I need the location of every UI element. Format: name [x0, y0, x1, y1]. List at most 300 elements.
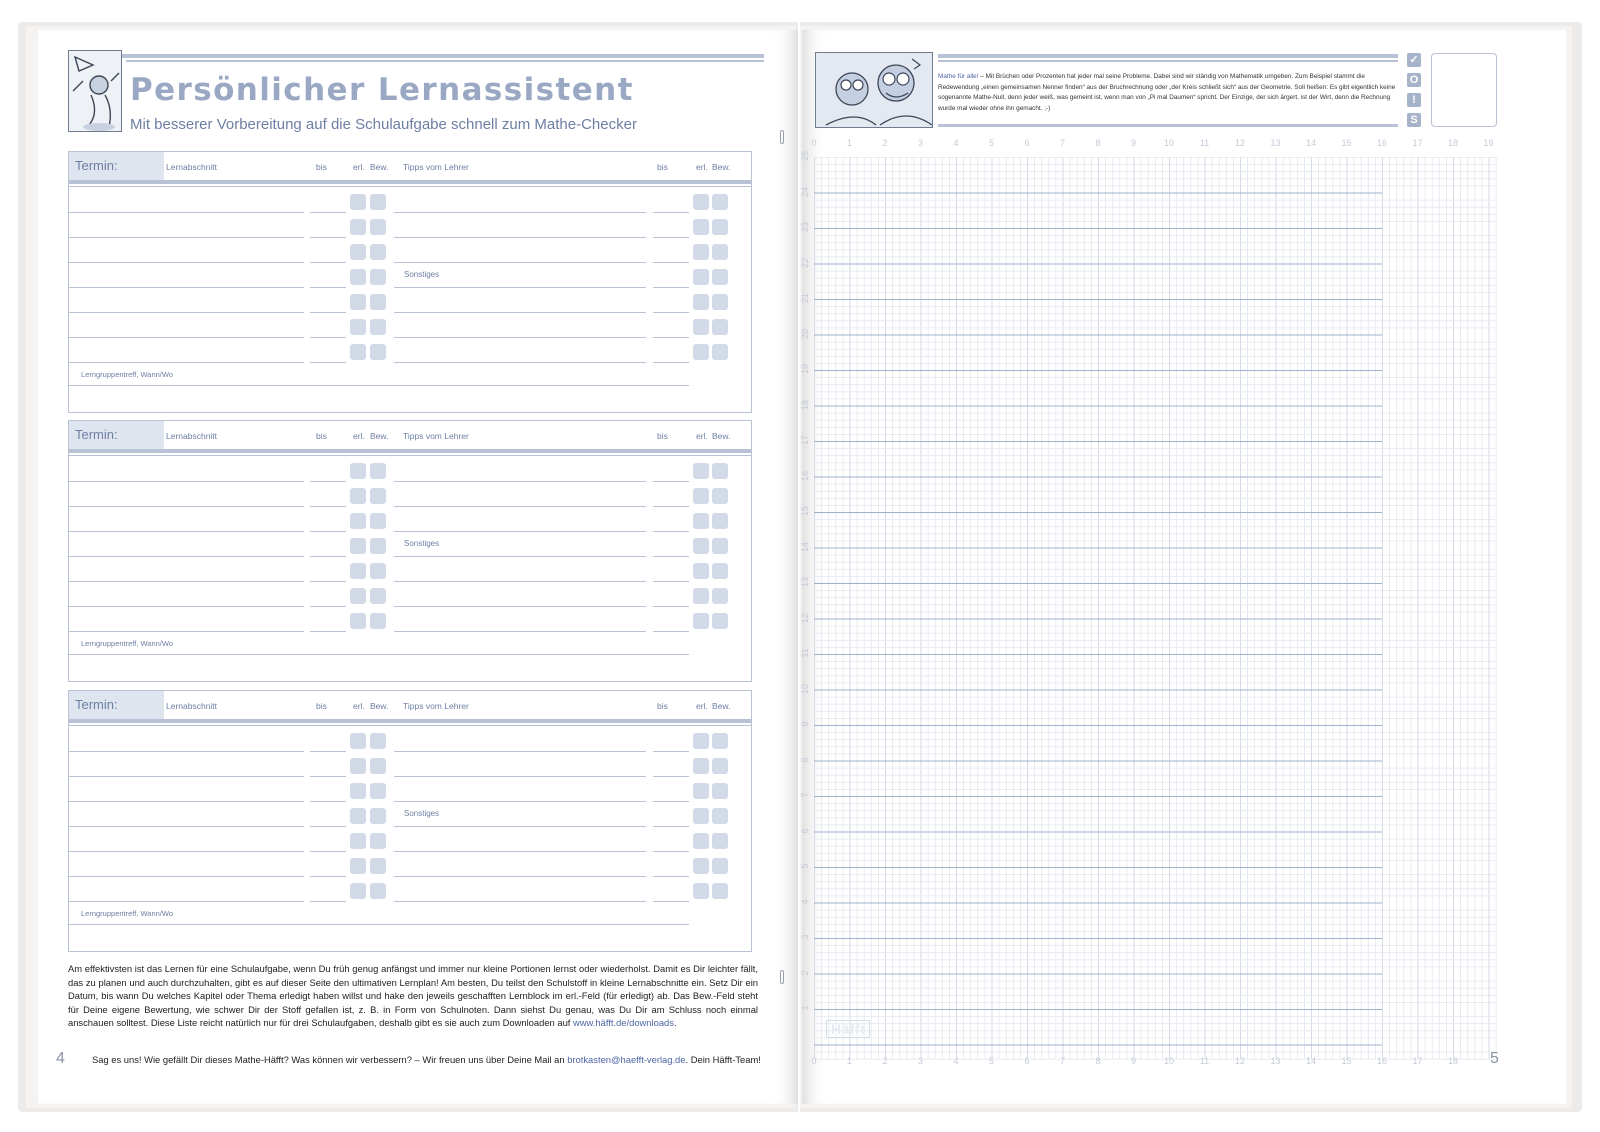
y-axis-tick-label: 2 [800, 970, 810, 976]
lernabschnitt-line[interactable] [69, 237, 304, 238]
y-axis-tick-label: 6 [800, 828, 810, 834]
header-rule [84, 54, 764, 58]
erl-checkbox[interactable] [693, 294, 709, 310]
x-axis-bottom-tick-label: 4 [953, 1056, 959, 1066]
x-axis-top-tick-label: 15 [1341, 138, 1352, 148]
header-divider-thin [69, 186, 751, 187]
y-axis-tick-label: 22 [800, 257, 810, 268]
x-axis-bottom-tick-label: 2 [882, 1056, 888, 1066]
erl-checkbox[interactable] [350, 808, 366, 824]
y-axis-tick-label: 23 [800, 222, 810, 233]
math-tip-body: – Mit Brüchen oder Prozenten hat jeder mal seine Probleme. Dabei sind wir ständig von Mathematik umgeben. Zum Beispiel stammt die Redewendung „einen gemeinsamen Nenner finden“ aus der Bruchrechnung oder „der Kreis schließt sich“ aus der Geometrie. Soll heißen: Es gibt eigentlich keine sogenannte Mathe-Null, denn jeder weiß, was gemeint ist, wenn man von „Pi mal Daumen“ spricht. Der Einzige, der sich ärgert, ist der Wirt, denn die Rechnung wurde mal wieder ohne ihn gemacht. ;-) [938, 73, 1396, 112]
bis-line[interactable] [653, 876, 689, 877]
erl-checkbox[interactable] [350, 613, 366, 629]
column-header-erl: erl. [353, 162, 365, 172]
lernabschnitt-line[interactable] [69, 506, 304, 507]
tipps-line[interactable] [394, 362, 646, 363]
x-axis-bottom-tick-label: 16 [1376, 1056, 1387, 1066]
termin-label[interactable]: Termin: [69, 152, 164, 180]
bew-field[interactable] [370, 194, 386, 210]
erl-checkbox[interactable] [693, 538, 709, 554]
y-axis-tick-label: 9 [800, 721, 810, 727]
bis-line[interactable] [310, 556, 346, 557]
bew-field[interactable] [370, 319, 386, 335]
x-axis-top-tick-label: 6 [1024, 138, 1030, 148]
tipps-line[interactable] [394, 776, 646, 777]
erl-checkbox[interactable] [350, 488, 366, 504]
x-axis-bottom-tick-label: 10 [1163, 1056, 1174, 1066]
bis-line[interactable] [310, 581, 346, 582]
erl-checkbox[interactable] [693, 883, 709, 899]
erl-checkbox[interactable] [693, 733, 709, 749]
tipps-line[interactable] [394, 801, 646, 802]
column-header-lernabschnitt: Lernabschnitt [166, 431, 218, 441]
tipps-line[interactable] [394, 481, 646, 482]
bew-field[interactable] [712, 244, 728, 260]
erl-checkbox[interactable] [693, 463, 709, 479]
y-axis-tick-label: 15 [800, 506, 810, 517]
header-divider [69, 719, 751, 723]
bew-field[interactable] [370, 294, 386, 310]
circle-icon: O [1407, 73, 1421, 87]
column-header-erl: erl. [696, 431, 708, 441]
bis-line[interactable] [310, 606, 346, 607]
comic-illustration [815, 52, 933, 128]
lernabschnitt-line[interactable] [69, 262, 304, 263]
erl-checkbox[interactable] [350, 588, 366, 604]
bew-field[interactable] [712, 858, 728, 874]
y-axis-tick-label: 21 [800, 293, 810, 304]
planner-block [68, 690, 752, 952]
tip-header-rule-thin [938, 60, 1398, 62]
x-axis-top-tick-label: 5 [988, 138, 994, 148]
x-axis-bottom-tick-label: 13 [1270, 1056, 1281, 1066]
x-axis-top-tick-label: 16 [1376, 138, 1387, 148]
x-axis-top-tick-label: 18 [1447, 138, 1458, 148]
column-header-bew: Bew. [370, 701, 389, 711]
column-header-bew: Bew. [370, 431, 389, 441]
x-axis-bottom-tick-label: 12 [1234, 1056, 1245, 1066]
bis-line[interactable] [310, 212, 346, 213]
lerngruppentreff-label: Lerngruppentreff, Wann/Wo [81, 909, 173, 918]
erl-checkbox[interactable] [350, 858, 366, 874]
lerngruppentreff-label: Lerngruppentreff, Wann/Wo [81, 370, 173, 379]
bew-field[interactable] [712, 758, 728, 774]
sonstiges-label: Sonstiges [404, 270, 440, 279]
column-header-erl: erl. [696, 162, 708, 172]
y-axis-tick-label: 13 [800, 577, 810, 588]
tipps-line[interactable] [394, 901, 646, 902]
tipps-line[interactable] [394, 262, 646, 263]
bis-line[interactable] [653, 287, 689, 288]
x-axis-top-tick-label: 1 [846, 138, 852, 148]
column-header-tipps: Tipps vom Lehrer [403, 162, 469, 172]
brand-logo: Häfft [826, 1020, 870, 1038]
y-axis-tick-label: 17 [800, 435, 810, 446]
bis-line[interactable] [653, 801, 689, 802]
bew-field[interactable] [712, 833, 728, 849]
header-divider [69, 449, 751, 453]
bis-line[interactable] [653, 826, 689, 827]
erl-checkbox[interactable] [693, 563, 709, 579]
x-axis-top-tick-label: 10 [1163, 138, 1174, 148]
y-axis-tick-label: 12 [800, 612, 810, 623]
binding-ring [780, 970, 784, 984]
lernabschnitt-line[interactable] [69, 287, 304, 288]
bis-line[interactable] [310, 801, 346, 802]
column-header-bew: Bew. [712, 431, 731, 441]
bew-field[interactable] [370, 488, 386, 504]
column-header-bew: Bew. [712, 701, 731, 711]
column-header-bis: bis [316, 162, 327, 172]
tipps-line[interactable] [394, 751, 646, 752]
bew-field[interactable] [712, 513, 728, 529]
bew-field[interactable] [712, 808, 728, 824]
tipps-line[interactable] [394, 631, 646, 632]
erl-checkbox[interactable] [350, 194, 366, 210]
bew-field[interactable] [712, 269, 728, 285]
download-link[interactable]: www.häfft.de/downloads [573, 1017, 674, 1029]
x-axis-top-tick-label: 11 [1199, 138, 1210, 148]
page-title: Persönlicher Lernassistent [130, 72, 634, 108]
bew-field[interactable] [370, 244, 386, 260]
bew-field[interactable] [712, 319, 728, 335]
bew-field[interactable] [712, 588, 728, 604]
tipps-line[interactable] [394, 851, 646, 852]
lernabschnitt-line[interactable] [69, 751, 304, 752]
column-header-bis: bis [657, 431, 668, 441]
erl-checkbox[interactable] [693, 588, 709, 604]
header-divider-thin [69, 455, 751, 456]
y-axis-tick-label: 19 [800, 364, 810, 375]
bew-field[interactable] [712, 883, 728, 899]
bew-field[interactable] [370, 858, 386, 874]
tipps-line[interactable] [394, 337, 646, 338]
bis-line[interactable] [310, 751, 346, 752]
bis-line[interactable] [653, 851, 689, 852]
x-axis-top-tick-label: 2 [882, 138, 888, 148]
bis-line[interactable] [310, 506, 346, 507]
tipps-line[interactable] [394, 606, 646, 607]
lernabschnitt-line[interactable] [69, 337, 304, 338]
erl-checkbox[interactable] [350, 833, 366, 849]
bew-field[interactable] [712, 488, 728, 504]
math-tip [938, 72, 1396, 114]
erl-checkbox[interactable] [350, 463, 366, 479]
tip-footer-rule [938, 124, 1398, 127]
erl-checkbox[interactable] [350, 538, 366, 554]
tipps-line[interactable] [394, 556, 646, 557]
header-rule-thin [126, 60, 764, 62]
grid-lines [814, 157, 1498, 1061]
column-header-erl: erl. [353, 431, 365, 441]
y-axis-tick-label: 4 [800, 899, 810, 905]
exclamation-icon: ! [1407, 93, 1421, 107]
column-header-bew: Bew. [712, 162, 731, 172]
erl-checkbox[interactable] [693, 488, 709, 504]
bew-field[interactable] [370, 538, 386, 554]
column-header-bis: bis [316, 431, 327, 441]
x-axis-bottom-tick-label: 8 [1095, 1056, 1101, 1066]
tipps-line[interactable] [394, 581, 646, 582]
tipps-line[interactable] [394, 212, 646, 213]
erl-checkbox[interactable] [693, 219, 709, 235]
erl-checkbox[interactable] [693, 319, 709, 335]
column-header-bis: bis [316, 701, 327, 711]
tipps-line[interactable] [394, 287, 646, 288]
erl-checkbox[interactable] [350, 244, 366, 260]
lernabschnitt-line[interactable] [69, 362, 304, 363]
bew-field[interactable] [370, 269, 386, 285]
bew-field[interactable] [370, 219, 386, 235]
lernabschnitt-line[interactable] [69, 556, 304, 557]
bis-line[interactable] [653, 237, 689, 238]
bis-line[interactable] [653, 362, 689, 363]
bew-field[interactable] [712, 733, 728, 749]
x-axis-top-tick-label: 17 [1412, 138, 1423, 148]
erl-checkbox[interactable] [693, 269, 709, 285]
bew-field[interactable] [712, 219, 728, 235]
erl-checkbox[interactable] [693, 613, 709, 629]
feedback-line [92, 1054, 761, 1065]
bew-field[interactable] [370, 808, 386, 824]
page-subtitle: Mit besserer Vorbereitung auf die Schulaufgabe schnell zum Mathe-Checker [130, 116, 637, 133]
bis-line[interactable] [310, 287, 346, 288]
column-header-tipps: Tipps vom Lehrer [403, 431, 469, 441]
erl-checkbox[interactable] [350, 883, 366, 899]
erl-checkbox[interactable] [350, 294, 366, 310]
bis-line[interactable] [310, 776, 346, 777]
lernabschnitt-line[interactable] [69, 581, 304, 582]
feedback-email-link[interactable]: brotkasten@haefft-verlag.de [567, 1054, 686, 1065]
erl-checkbox[interactable] [350, 733, 366, 749]
math-tip-heading: Mathe für alle! [938, 73, 979, 80]
x-axis-top-tick-label: 0 [811, 138, 817, 148]
note-box[interactable] [1431, 53, 1497, 127]
lernabschnitt-line[interactable] [69, 801, 304, 802]
column-header-erl: erl. [696, 701, 708, 711]
bew-field[interactable] [712, 294, 728, 310]
bis-line[interactable] [653, 556, 689, 557]
lernabschnitt-line[interactable] [69, 312, 304, 313]
y-axis-tick-label: 25 [800, 151, 810, 162]
lernabschnitt-line[interactable] [69, 481, 304, 482]
column-header-tipps: Tipps vom Lehrer [403, 701, 469, 711]
lernabschnitt-line[interactable] [69, 826, 304, 827]
lerngruppentreff-line[interactable] [69, 385, 689, 386]
erl-checkbox[interactable] [693, 513, 709, 529]
erl-checkbox[interactable] [693, 758, 709, 774]
lernabschnitt-line[interactable] [69, 876, 304, 877]
y-axis-tick-label: 20 [800, 328, 810, 339]
bis-line[interactable] [653, 212, 689, 213]
lernabschnitt-line[interactable] [69, 212, 304, 213]
termin-label[interactable]: Termin: [69, 691, 164, 719]
column-header-erl: erl. [353, 701, 365, 711]
column-header-bis: bis [657, 162, 668, 172]
s-icon: S [1407, 113, 1421, 127]
bis-line[interactable] [653, 506, 689, 507]
bew-field[interactable] [712, 463, 728, 479]
x-axis-bottom-tick-label: 15 [1341, 1056, 1352, 1066]
erl-checkbox[interactable] [350, 269, 366, 285]
lernabschnitt-line[interactable] [69, 631, 304, 632]
bis-line[interactable] [653, 581, 689, 582]
tipps-line[interactable] [394, 312, 646, 313]
lernabschnitt-line[interactable] [69, 901, 304, 902]
erl-checkbox[interactable] [693, 833, 709, 849]
bew-field[interactable] [712, 538, 728, 554]
x-axis-bottom-tick-label: 5 [988, 1056, 994, 1066]
x-axis-top-tick-label: 14 [1305, 138, 1316, 148]
x-axis-bottom-tick-label: 17 [1412, 1056, 1423, 1066]
bew-field[interactable] [370, 883, 386, 899]
column-header-bis: bis [657, 701, 668, 711]
bis-line[interactable] [310, 312, 346, 313]
y-axis-tick-label: 5 [800, 863, 810, 869]
bis-line[interactable] [653, 631, 689, 632]
column-header-lernabschnitt: Lernabschnitt [166, 162, 218, 172]
erl-checkbox[interactable] [693, 344, 709, 360]
feedback-end: . Dein Häfft-Team! [685, 1054, 761, 1065]
erl-checkbox[interactable] [693, 244, 709, 260]
erl-checkbox[interactable] [350, 513, 366, 529]
y-axis-tick-label: 11 [800, 648, 810, 658]
lerngruppentreff-line[interactable] [69, 654, 689, 655]
column-header-lernabschnitt: Lernabschnitt [166, 701, 218, 711]
tip-header-rule [938, 54, 1398, 58]
x-axis-bottom-tick-label: 6 [1024, 1056, 1030, 1066]
info-text: Am effektivsten ist das Lernen für eine Schulaufgabe, wenn Du früh genug anfängst und immer nur kleine Portionen lernst oder wiederholst. Damit es Dir leichter fällt, das zu planen und auch durchzuhalten, gibt es auf dieser Seite den ultimativen Lernplan! Am besten, Du teilst den Schulstoff in kleine Lernabschnitte ein. Setz Dir ein Datum, bis wann Du welches Kapitel oder Thema erledigt haben willst und hake den jeweils geschafften Lernblock im erl.-Feld (für erledigt) ab. Das Bew.-Feld steht für Deine eigene Bewertung, wie schwer Dir der Stoff gefallen ist, z. B. in Form von Schulnoten. Dann siehst Du genau, was Du Dir am Schluss noch einmal anschauen solltest. Diese Liste reicht natürlich nur für drei Schulaufgaben, deshalb gibt es sie auch zum Downloaden auf [68, 963, 758, 1029]
x-axis-top-tick-label: 3 [917, 138, 923, 148]
erl-checkbox[interactable] [350, 563, 366, 579]
y-axis-tick-label: 16 [800, 470, 810, 481]
bew-field[interactable] [370, 783, 386, 799]
binding-ring [780, 130, 784, 144]
tipps-line[interactable] [394, 237, 646, 238]
erl-checkbox[interactable] [350, 344, 366, 360]
bew-field[interactable] [370, 588, 386, 604]
bis-line[interactable] [310, 362, 346, 363]
planner-block [68, 420, 752, 682]
bew-field[interactable] [370, 563, 386, 579]
bew-field[interactable] [712, 344, 728, 360]
x-axis-bottom-tick-label: 9 [1130, 1056, 1136, 1066]
y-axis-tick-label: 14 [800, 541, 810, 552]
y-axis-tick-label: 8 [800, 757, 810, 763]
x-axis-bottom-tick-label: 11 [1199, 1056, 1210, 1066]
bis-line[interactable] [653, 751, 689, 752]
check-icon: ✓ [1407, 53, 1421, 67]
x-axis-top-tick-label: 7 [1059, 138, 1065, 148]
bew-field[interactable] [712, 613, 728, 629]
bew-field[interactable] [370, 613, 386, 629]
x-axis-bottom-tick-label: 1 [846, 1056, 852, 1066]
planner-block [68, 151, 752, 413]
x-axis-top-tick-label: 13 [1270, 138, 1281, 148]
bis-line[interactable] [310, 901, 346, 902]
bew-field[interactable] [712, 194, 728, 210]
tipps-line[interactable] [394, 826, 646, 827]
bis-line[interactable] [653, 337, 689, 338]
erl-checkbox[interactable] [350, 319, 366, 335]
x-axis-bottom-tick-label: 7 [1059, 1056, 1065, 1066]
lernabschnitt-line[interactable] [69, 531, 304, 532]
bew-field[interactable] [370, 513, 386, 529]
page-number-left: 4 [56, 1050, 65, 1067]
lerngruppentreff-line[interactable] [69, 924, 689, 925]
header-divider-thin [69, 725, 751, 726]
bis-line[interactable] [653, 776, 689, 777]
sonstiges-label: Sonstiges [404, 539, 440, 548]
erl-checkbox[interactable] [693, 808, 709, 824]
bis-line[interactable] [310, 876, 346, 877]
bew-field[interactable] [370, 344, 386, 360]
x-axis-top-tick-label: 8 [1095, 138, 1101, 148]
bew-field[interactable] [370, 463, 386, 479]
bew-field[interactable] [370, 833, 386, 849]
bew-field[interactable] [712, 783, 728, 799]
x-axis-bottom-tick-label: 18 [1447, 1056, 1458, 1066]
bis-line[interactable] [310, 337, 346, 338]
y-axis-tick-label: 10 [800, 683, 810, 694]
sonstiges-label: Sonstiges [404, 809, 440, 818]
bis-line[interactable] [653, 262, 689, 263]
x-axis-bottom-tick-label: 14 [1305, 1056, 1316, 1066]
bis-line[interactable] [310, 851, 346, 852]
x-axis-top-tick-label: 9 [1130, 138, 1136, 148]
bis-line[interactable] [653, 901, 689, 902]
y-axis-tick-label: 18 [800, 399, 810, 410]
erl-checkbox[interactable] [693, 783, 709, 799]
termin-label[interactable]: Termin: [69, 421, 164, 449]
bis-line[interactable] [310, 531, 346, 532]
bis-line[interactable] [653, 312, 689, 313]
y-axis-tick-label: 7 [800, 792, 810, 798]
lernabschnitt-line[interactable] [69, 851, 304, 852]
tipps-line[interactable] [394, 506, 646, 507]
erl-checkbox[interactable] [350, 219, 366, 235]
lernabschnitt-line[interactable] [69, 606, 304, 607]
bis-line[interactable] [310, 481, 346, 482]
erl-checkbox[interactable] [350, 783, 366, 799]
bis-line[interactable] [310, 631, 346, 632]
header-divider [69, 180, 751, 184]
bis-line[interactable] [653, 481, 689, 482]
lernabschnitt-line[interactable] [69, 776, 304, 777]
y-axis-tick-label: 24 [800, 186, 810, 197]
lerngruppentreff-label: Lerngruppentreff, Wann/Wo [81, 639, 173, 648]
info-text-end: . [673, 1017, 677, 1029]
erl-checkbox[interactable] [693, 858, 709, 874]
bew-field[interactable] [370, 733, 386, 749]
tipps-line[interactable] [394, 876, 646, 877]
bew-field[interactable] [370, 758, 386, 774]
tipps-line[interactable] [394, 531, 646, 532]
erl-checkbox[interactable] [693, 194, 709, 210]
bis-line[interactable] [310, 237, 346, 238]
bis-line[interactable] [310, 262, 346, 263]
bew-field[interactable] [712, 563, 728, 579]
x-axis-bottom-tick-label: 0 [811, 1056, 817, 1066]
mascot-illustration [68, 50, 122, 132]
bis-line[interactable] [653, 606, 689, 607]
feedback-text: Sag es uns! Wie gefällt Dir dieses Mathe-Häfft? Was können wir verbessern? – Wir freuen uns über Deine Mail an [92, 1054, 568, 1065]
bis-line[interactable] [310, 826, 346, 827]
bis-line[interactable] [653, 531, 689, 532]
erl-checkbox[interactable] [350, 758, 366, 774]
info-paragraph [68, 962, 758, 1030]
